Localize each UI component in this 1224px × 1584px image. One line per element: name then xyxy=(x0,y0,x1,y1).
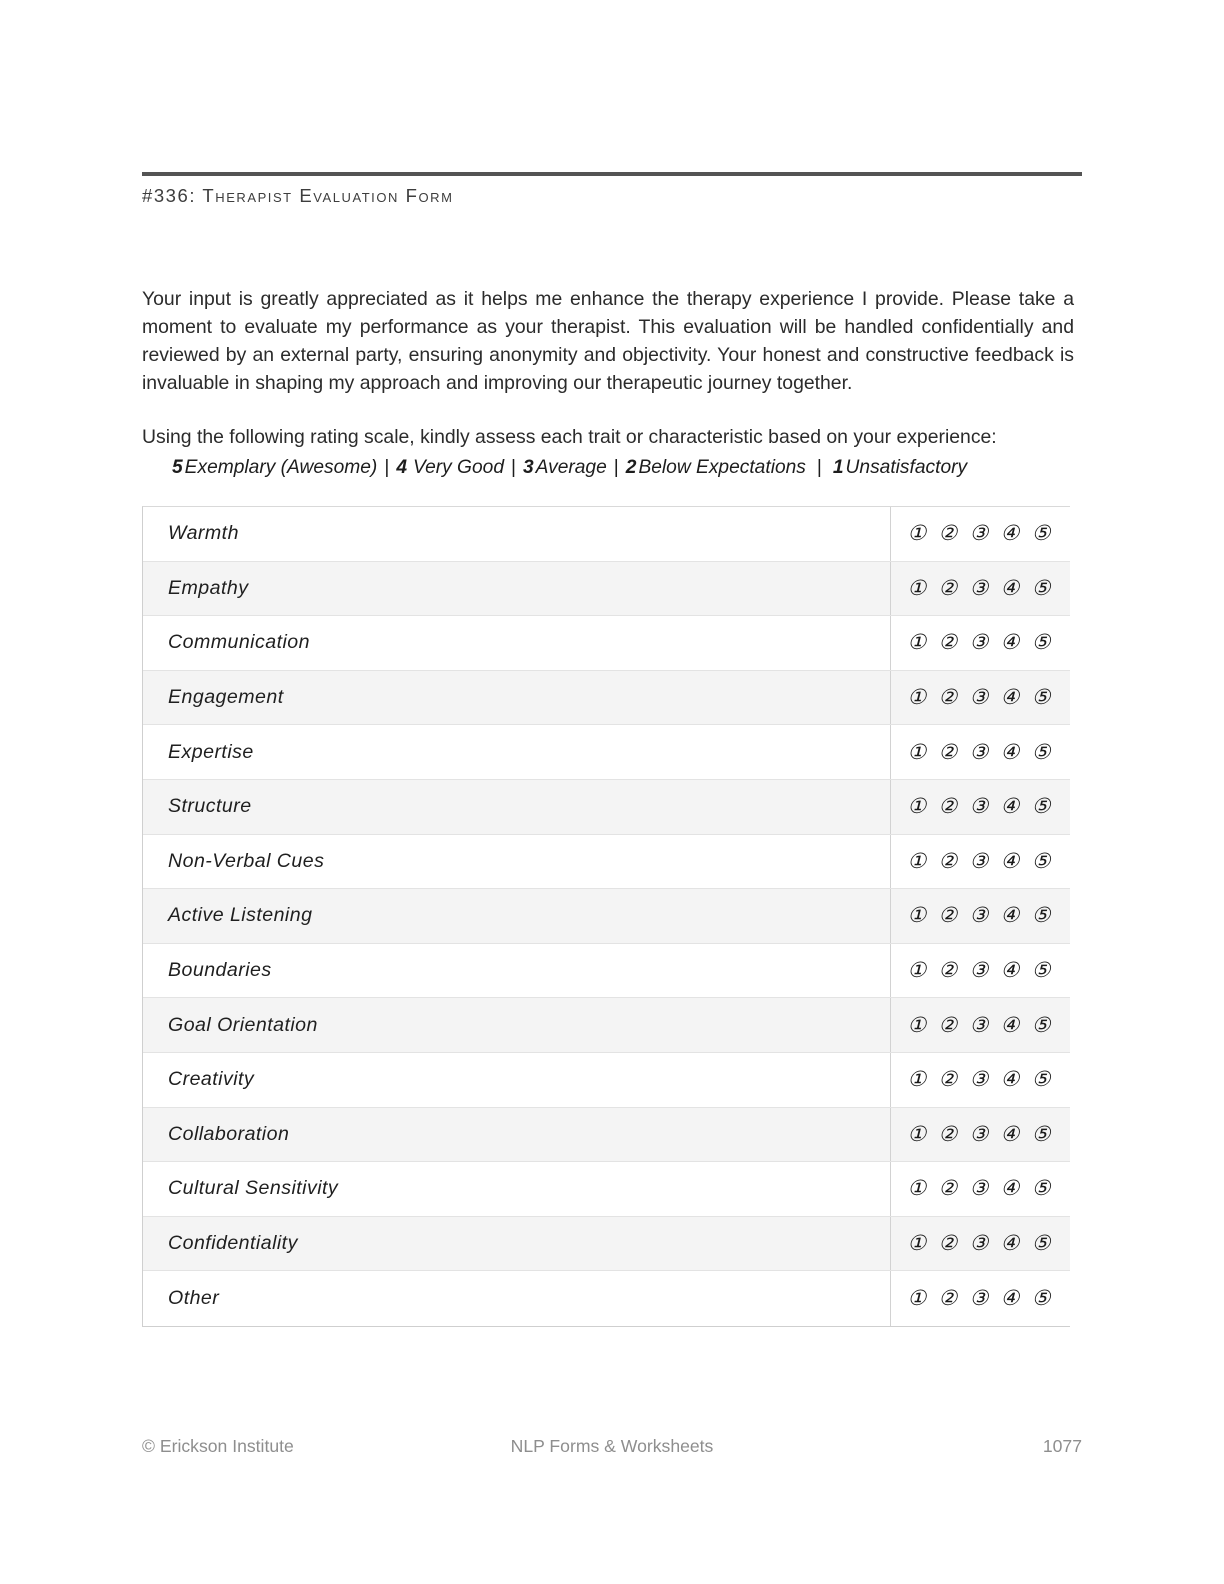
rating-scale-cell[interactable] xyxy=(890,1162,1070,1216)
rating-circles[interactable]: ① ② ③ ④ ⑤ xyxy=(907,849,1054,873)
rating-scale-cell[interactable] xyxy=(890,998,1070,1052)
legend-separator: | xyxy=(816,457,822,478)
legend-label-4: Very Good xyxy=(412,457,504,478)
rating-scale-legend xyxy=(172,455,1082,481)
footer-series: NLP Forms & Worksheets xyxy=(510,1436,714,1456)
trait-label: Goal Orientation xyxy=(168,1013,318,1036)
trait-label: Empathy xyxy=(168,576,249,599)
rating-scale-cell[interactable] xyxy=(890,671,1070,725)
legend-number-2: 2 xyxy=(625,457,637,478)
trait-label: Active Listening xyxy=(168,904,313,927)
rating-circles[interactable]: ① ② ③ ④ ⑤ xyxy=(907,795,1054,819)
trait-label: Structure xyxy=(168,795,252,818)
trait-label: Other xyxy=(168,1287,220,1310)
legend-number-1: 1 xyxy=(832,457,844,478)
page-footer xyxy=(142,1436,1082,1462)
table-row xyxy=(143,944,1070,999)
rating-circles[interactable]: ① ② ③ ④ ⑤ xyxy=(907,1013,1054,1037)
trait-label: Warmth xyxy=(168,522,239,545)
trait-label: Cultural Sensitivity xyxy=(168,1177,339,1200)
rating-circles[interactable]: ① ② ③ ④ ⑤ xyxy=(907,576,1054,600)
rating-scale-cell[interactable] xyxy=(890,1271,1070,1326)
legend-number-5: 5 xyxy=(172,457,183,478)
rating-scale-cell[interactable] xyxy=(890,835,1070,889)
footer-page-number: 1077 xyxy=(1042,1436,1082,1456)
rating-circles[interactable]: ① ② ③ ④ ⑤ xyxy=(907,1287,1054,1311)
intro-paragraph: Your input is greatly appreciated as it helps me enhance the therapy experience I provide. Please take a moment to evaluate my performance as your therapist. This evaluation will be handled confidentially and reviewed by an external party, ensuring anonymity and objectivity. Your honest and constructive feedback is invaluable in shaping my approach and improving our therapeutic journey together. xyxy=(142,288,1074,395)
legend-number-4: 4 xyxy=(396,457,407,478)
table-row xyxy=(143,889,1070,944)
instruction-text: Using the following rating scale, kindly assess each trait or characteristic based on your experience: xyxy=(142,426,997,449)
header-rule xyxy=(142,172,1082,176)
trait-label: Expertise xyxy=(168,740,254,763)
table-row xyxy=(143,998,1070,1053)
rating-circles[interactable]: ① ② ③ ④ ⑤ xyxy=(907,959,1054,983)
rating-scale-cell[interactable] xyxy=(890,725,1070,779)
rating-scale-cell[interactable] xyxy=(890,507,1070,561)
rating-circles[interactable]: ① ② ③ ④ ⑤ xyxy=(907,1068,1054,1092)
trait-label: Communication xyxy=(168,631,310,654)
legend-separator: | xyxy=(384,457,390,478)
table-row xyxy=(143,562,1070,617)
rating-scale-cell[interactable] xyxy=(890,889,1070,943)
rating-scale-cell[interactable] xyxy=(890,1108,1070,1162)
table-row xyxy=(143,1162,1070,1217)
legend-separator: | xyxy=(511,457,516,478)
table-row xyxy=(143,1217,1070,1272)
trait-label: Engagement xyxy=(168,686,284,709)
rating-circles[interactable]: ① ② ③ ④ ⑤ xyxy=(907,740,1054,764)
trait-label: Creativity xyxy=(168,1068,255,1091)
rating-scale-cell[interactable] xyxy=(890,616,1070,670)
rating-circles[interactable]: ① ② ③ ④ ⑤ xyxy=(907,522,1054,546)
legend-number-3: 3 xyxy=(522,457,534,478)
legend-label-1: Unsatisfactory xyxy=(845,457,968,478)
legend-separator: | xyxy=(613,457,619,478)
table-row xyxy=(143,725,1070,780)
footer-copyright: © Erickson Institute xyxy=(142,1436,294,1456)
trait-label: Collaboration xyxy=(168,1122,290,1145)
legend-label-3: Average xyxy=(535,457,607,478)
table-row xyxy=(143,1271,1070,1326)
trait-label: Confidentiality xyxy=(168,1232,298,1255)
trait-label: Boundaries xyxy=(168,959,272,982)
table-row xyxy=(143,1053,1070,1108)
rating-circles[interactable]: ① ② ③ ④ ⑤ xyxy=(907,1177,1054,1201)
rating-scale-cell[interactable] xyxy=(890,780,1070,834)
rating-scale-cell[interactable] xyxy=(890,944,1070,998)
legend-label-5: Exemplary (Awesome) xyxy=(184,457,378,478)
table-row xyxy=(143,835,1070,890)
rating-circles[interactable]: ① ② ③ ④ ⑤ xyxy=(907,686,1054,710)
rating-scale-cell[interactable] xyxy=(890,1053,1070,1107)
document-page xyxy=(142,0,1082,1584)
table-row xyxy=(143,1108,1070,1163)
rating-circles[interactable]: ① ② ③ ④ ⑤ xyxy=(907,1232,1054,1256)
table-row xyxy=(143,780,1070,835)
rating-circles[interactable]: ① ② ③ ④ ⑤ xyxy=(907,631,1054,655)
rating-table xyxy=(142,506,1070,1327)
table-row xyxy=(143,616,1070,671)
rating-circles[interactable]: ① ② ③ ④ ⑤ xyxy=(907,1122,1054,1146)
page-title: #336: Therapist Evaluation Form xyxy=(142,185,454,206)
table-row xyxy=(143,507,1070,562)
rating-circles[interactable]: ① ② ③ ④ ⑤ xyxy=(907,904,1054,928)
rating-scale-cell[interactable] xyxy=(890,562,1070,616)
rating-scale-cell[interactable] xyxy=(890,1217,1070,1271)
legend-label-2: Below Expectations xyxy=(638,457,806,478)
trait-label: Non-Verbal Cues xyxy=(168,849,325,872)
table-row xyxy=(143,671,1070,726)
